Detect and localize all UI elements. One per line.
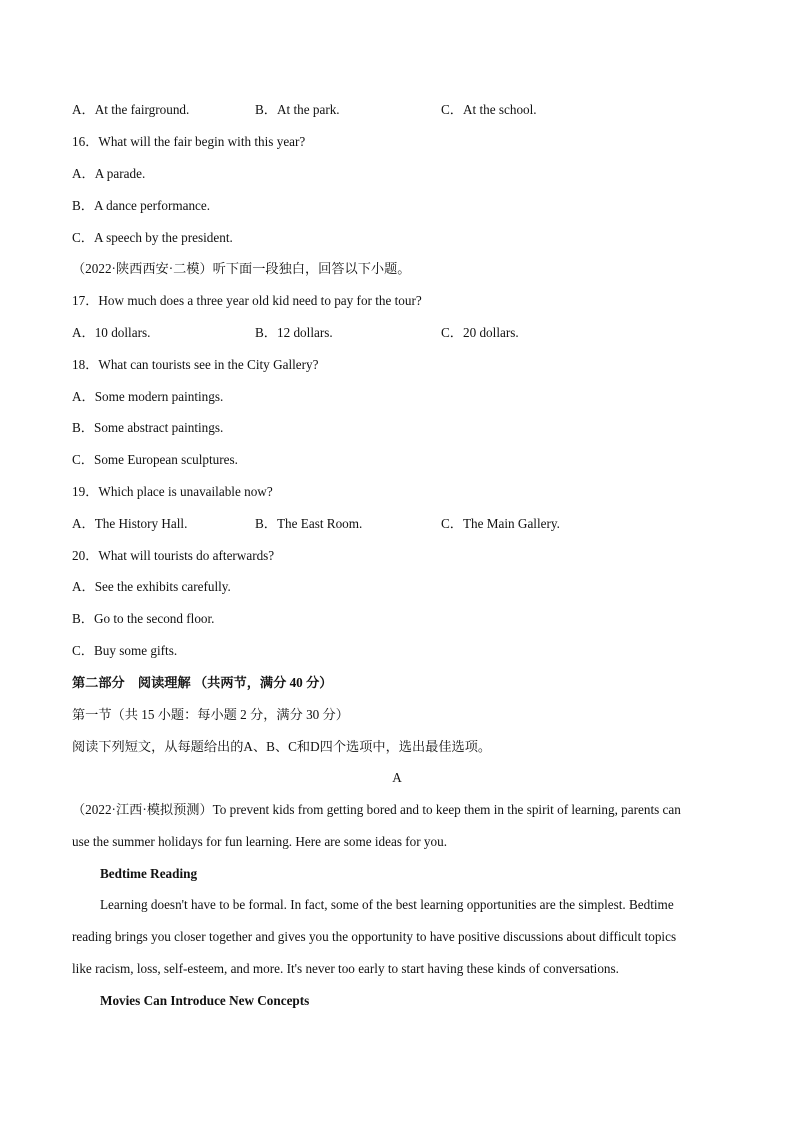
passage-intro-line-1: （2022·江西·模拟预测）To prevent kids from getting bored and to keep them in the spirit of learning, parents can xyxy=(72,802,681,817)
passage-label: A xyxy=(392,770,402,785)
q18-stem: 18．What can tourists see in the City Gallery? xyxy=(72,357,319,372)
q16-option-c: C．A speech by the president. xyxy=(72,230,233,245)
q20-stem: 20．What will tourists do afterwards? xyxy=(72,548,275,563)
q18-option-a: A．Some modern paintings. xyxy=(72,389,224,404)
q15-option-b: B．At the park. xyxy=(255,102,340,117)
q15-option-a: A．At the fairground. xyxy=(72,102,190,117)
heading-movies: Movies Can Introduce New Concepts xyxy=(100,993,310,1008)
q17-stem: 17．How much does a three year old kid need to pay for the tour? xyxy=(72,293,422,308)
q20-option-a: A．See the exhibits carefully. xyxy=(72,579,231,594)
q17-option-a: A．10 dollars. xyxy=(72,325,151,340)
q19-option-a: A．The History Hall. xyxy=(72,516,188,531)
q18-option-b: B．Some abstract paintings. xyxy=(72,420,224,435)
q15-option-c: C．At the school. xyxy=(441,102,537,117)
q19-option-c: C．The Main Gallery. xyxy=(441,516,560,531)
q16-option-b: B．A dance performance. xyxy=(72,198,211,213)
para1-line-1: Learning doesn't have to be formal. In fact, some of the best learning opportunities are the simplest. Bedtime xyxy=(100,897,674,912)
q20-option-c: C．Buy some gifts. xyxy=(72,643,178,658)
q19-option-b: B．The East Room. xyxy=(255,516,363,531)
q16-stem: 16．What will the fair begin with this year? xyxy=(72,134,306,149)
q17-intro: （2022·陕西西安·二模）听下面一段独白，回答以下小题。 xyxy=(72,261,411,276)
q17-option-b: B．12 dollars. xyxy=(255,325,333,340)
heading-bedtime-reading: Bedtime Reading xyxy=(100,866,198,881)
q18-option-c: C．Some European sculptures. xyxy=(72,452,238,467)
q19-stem: 19．Which place is unavailable now? xyxy=(72,484,273,499)
para1-line-3: like racism, loss, self-esteem, and more. It's never too early to start having these kinds of conversations. xyxy=(72,961,619,976)
q17-option-c: C．20 dollars. xyxy=(441,325,519,340)
section1-title: 第一节（共 15 小题：每小题 2 分，满分 30 分） xyxy=(72,707,349,722)
part2-title: 第二部分 阅读理解 （共两节，满分 40 分） xyxy=(72,675,333,690)
passage-intro-line-2: use the summer holidays for fun learning. Here are some ideas for you. xyxy=(72,834,447,849)
q20-option-b: B．Go to the second floor. xyxy=(72,611,215,626)
reading-instruction: 阅读下列短文，从每题给出的A、B、C和D四个选项中，选出最佳选项。 xyxy=(72,739,492,754)
para1-line-2: reading brings you closer together and gives you the opportunity to have positive discussions about difficult topics xyxy=(72,929,677,944)
q16-option-a: A．A parade. xyxy=(72,166,146,181)
